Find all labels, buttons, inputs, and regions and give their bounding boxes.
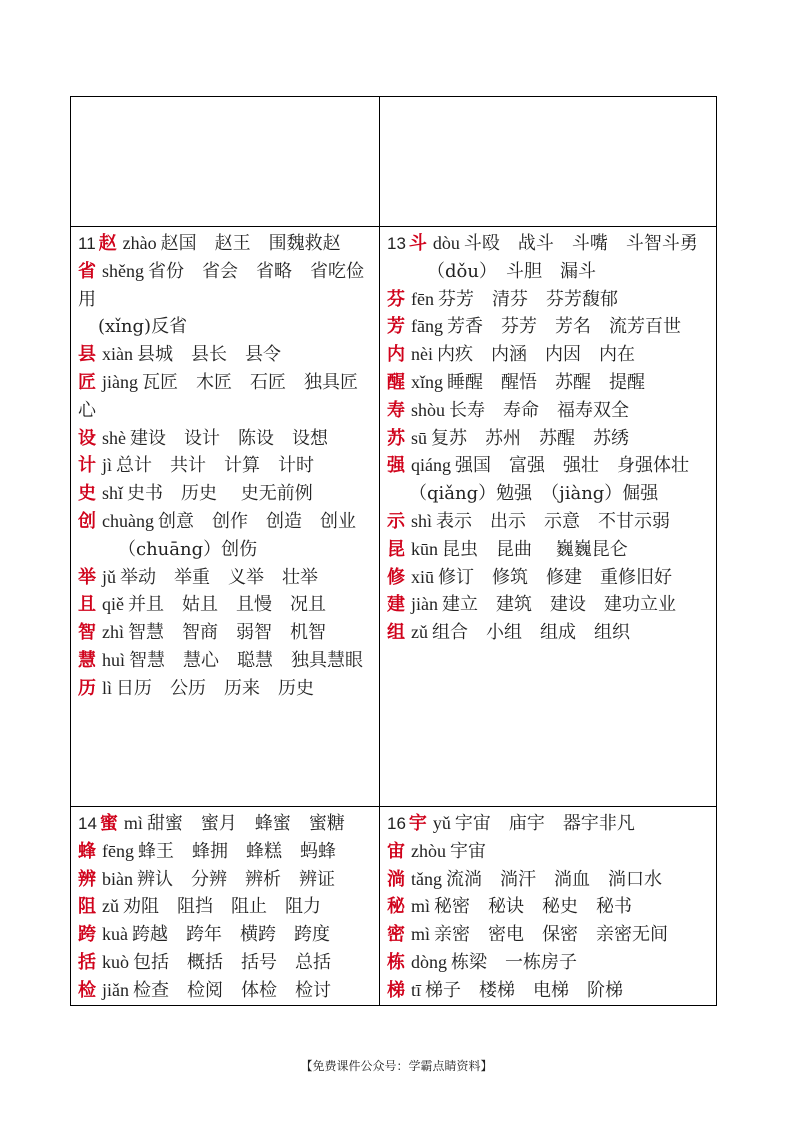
- pinyin: xǐng: [411, 371, 444, 392]
- word-list: 赵国 赵王 围魏救赵: [160, 233, 341, 254]
- word-list: 宇宙: [450, 840, 486, 862]
- headword-character: 创: [78, 510, 96, 532]
- headword-character: 修: [387, 566, 405, 588]
- word-list: 劝阻 阻挡 阻止 阻力: [123, 896, 321, 918]
- footer-note: 【免费课件公众号：学霸点睛资料】: [300, 1059, 493, 1073]
- pinyin: tī: [411, 979, 422, 1000]
- headword-character: 省: [78, 260, 96, 282]
- word-list: 检查 检阅 体检 检讨: [133, 979, 331, 1001]
- vocab-entry: [387, 369, 710, 397]
- pinyin: shěng: [102, 260, 144, 281]
- word-list: 栋梁 一栋房子: [451, 951, 577, 973]
- word-list: 秘密 秘诀 秘史 秘书: [434, 896, 633, 918]
- word-list: 表示 出示 示意 不甘示弱: [436, 510, 671, 532]
- pinyin: shǐ: [102, 483, 124, 504]
- word-list: 建设 设计 陈设 设想: [130, 427, 328, 449]
- lesson-number: 13: [387, 234, 406, 253]
- alternate-pronunciation: [78, 536, 373, 564]
- alt-pinyin-text: （dǒu） 斗胆 漏斗: [427, 260, 596, 282]
- pinyin: kuò: [102, 951, 129, 972]
- pinyin: zǔ: [411, 622, 428, 643]
- headword-character: 检: [78, 979, 96, 1001]
- vocab-entry: [78, 369, 373, 425]
- headword-character: 宙: [387, 840, 405, 862]
- word-list: 智慧 智商 弱智 机智: [128, 622, 326, 644]
- vocab-entry: [387, 838, 710, 866]
- pinyin: xiū: [411, 566, 435, 587]
- vocab-entry: [78, 838, 373, 866]
- vocab-entry: [78, 564, 373, 592]
- headword-character: 县: [78, 344, 96, 366]
- pinyin: jiǎn: [102, 979, 129, 1000]
- headword-character: 赵: [98, 233, 117, 254]
- pinyin: jiàn: [411, 594, 438, 615]
- headword-character: 计: [78, 455, 96, 477]
- vocab-entry: [387, 564, 710, 592]
- empty-cell-left: [71, 97, 380, 227]
- lesson-13-cell: [380, 227, 717, 807]
- vocab-entry: [387, 341, 710, 369]
- word-list: 甜蜜 蜜月 蜂蜜 蜜糖: [146, 813, 345, 834]
- lesson-number: 14: [78, 814, 97, 833]
- pinyin: nèi: [411, 344, 433, 365]
- headword-character: 辨: [78, 868, 96, 890]
- pinyin: mì: [123, 813, 143, 833]
- vocab-entry: [78, 480, 373, 508]
- word-list: 梯子 楼梯 电梯 阶梯: [425, 979, 624, 1001]
- vocab-entry: [78, 977, 373, 1005]
- vocab-entry: [387, 536, 710, 564]
- headword-character: 阻: [78, 896, 96, 918]
- vocab-entry: [78, 619, 373, 647]
- pinyin: fāng: [411, 316, 443, 337]
- headword-character: 举: [78, 566, 96, 588]
- pinyin: dòu: [432, 233, 460, 253]
- lesson-number: 16: [387, 814, 406, 833]
- headword-character: 括: [78, 951, 96, 973]
- vocab-entry: [78, 425, 373, 453]
- pinyin: mì: [411, 896, 431, 917]
- pinyin: lì: [102, 677, 113, 698]
- headword-character: 芳: [387, 316, 405, 338]
- word-list: 省份 省会 省略 省吃俭用: [78, 260, 364, 310]
- word-list: 亲密 密电 保密 亲密无间: [434, 924, 669, 946]
- vocab-entry: [387, 452, 710, 480]
- pinyin: zhòu: [411, 840, 446, 861]
- word-list: 举动 举重 义举 壮举: [120, 566, 319, 588]
- pinyin: mì: [411, 924, 431, 945]
- vocab-entry: [387, 949, 710, 977]
- vocab-entry: [78, 921, 373, 949]
- lesson-number: 11: [78, 234, 96, 253]
- vocab-entry: [387, 977, 710, 1005]
- vocab-entry: [78, 508, 373, 536]
- pinyin: biàn: [102, 868, 133, 889]
- word-list: 修订 修筑 修建 重修旧好: [438, 566, 673, 588]
- vocab-entry: [78, 810, 373, 838]
- vocab-entry: [387, 313, 710, 341]
- pinyin: shòu: [411, 399, 446, 420]
- word-list: 总计 共计 计算 计时: [116, 455, 315, 477]
- pinyin: fēn: [411, 288, 434, 309]
- pinyin: qiě: [102, 594, 124, 615]
- headword-character: 且: [78, 594, 96, 616]
- vocabulary-table: [70, 96, 717, 1006]
- vocab-entry: [387, 619, 710, 647]
- pinyin: sū: [411, 427, 428, 448]
- empty-cell-right: [380, 97, 717, 227]
- pinyin: shè: [102, 427, 126, 448]
- headword-character: 秘: [387, 896, 405, 918]
- word-list: 瓦匠 木匠 石匠 独具匠心: [78, 371, 358, 421]
- vocab-entry: [78, 866, 373, 894]
- pinyin: chuàng: [102, 510, 154, 531]
- pinyin: jiàng: [102, 371, 138, 392]
- headword-character: 跨: [78, 924, 96, 946]
- vocab-entry: [78, 258, 373, 314]
- pinyin: tǎng: [411, 868, 442, 889]
- pinyin: dòng: [411, 951, 447, 972]
- word-list: 内疚 内涵 内因 内在: [437, 344, 635, 366]
- vocab-entry: [387, 921, 710, 949]
- headword-character: 智: [78, 622, 96, 644]
- vocab-entry: [78, 230, 373, 258]
- pinyin: zhì: [102, 622, 124, 643]
- alternate-pronunciation: [78, 313, 373, 341]
- vocab-entry: [387, 230, 710, 258]
- word-list: 跨越 跨年 横跨 跨度: [132, 924, 330, 946]
- headword-character: 宇: [408, 813, 427, 834]
- pinyin: shì: [411, 510, 433, 531]
- word-list: 复苏 苏州 苏醒 苏绣: [431, 427, 630, 449]
- word-list: 睡醒 醒悟 苏醒 提醒: [447, 371, 646, 393]
- headword-character: 强: [387, 455, 405, 477]
- pinyin: xiàn: [102, 344, 133, 365]
- headword-character: 密: [387, 924, 405, 946]
- word-list: 日历 公历 历来 历史: [116, 677, 315, 699]
- vocab-entry: [387, 397, 710, 425]
- headword-character: 梯: [387, 979, 405, 1001]
- headword-character: 醒: [387, 371, 405, 393]
- headword-character: 寿: [387, 399, 405, 421]
- headword-character: 蜂: [78, 840, 96, 862]
- headword-character: 斗: [408, 233, 427, 254]
- word-list: 芳香 芬芳 芳名 流芳百世: [446, 316, 681, 338]
- word-list: 昆虫 昆曲 巍巍昆仑: [442, 538, 628, 560]
- lesson-11-cell: [71, 227, 380, 807]
- word-list: 芬芳 清芬 芬芳馥郁: [437, 288, 618, 310]
- alternate-pronunciation: [387, 258, 710, 286]
- vocab-entry: [387, 810, 710, 838]
- pinyin: fēng: [102, 840, 134, 861]
- word-list: 斗殴 战斗 斗嘴 斗智斗勇: [463, 233, 698, 254]
- headword-character: 设: [78, 427, 96, 449]
- word-list: 宇宙 庙宇 器宇非凡: [454, 813, 635, 834]
- headword-character: 示: [387, 510, 405, 532]
- headword-character: 栋: [387, 951, 405, 973]
- word-list: 创意 创作 创造 创业: [157, 510, 356, 532]
- headword-character: 建: [387, 594, 405, 616]
- word-list: 县城 县长 县令: [137, 344, 281, 366]
- word-list: 强国 富强 强壮 身强体壮: [455, 455, 689, 477]
- vocab-entry: [78, 675, 373, 703]
- alt-pinyin-text: （chuāng）创伤: [118, 538, 258, 560]
- vocab-entry: [387, 591, 710, 619]
- pinyin: qiáng: [411, 455, 451, 476]
- headword-character: 史: [78, 483, 96, 505]
- alt-pinyin-text: (xǐng)反省: [98, 316, 188, 338]
- vocab-entry: [78, 647, 373, 675]
- headword-character: 苏: [387, 427, 405, 449]
- pinyin: jǔ: [102, 566, 117, 587]
- headword-character: 慧: [78, 649, 96, 671]
- headword-character: 历: [78, 677, 96, 699]
- vocab-entry: [387, 866, 710, 894]
- headword-character: 组: [387, 622, 405, 644]
- word-list: 辨认 分辨 辨析 辨证: [137, 868, 335, 890]
- word-list: 流淌 淌汗 淌血 淌口水: [446, 868, 662, 890]
- vocab-entry: [387, 286, 710, 314]
- pinyin: zhào: [122, 233, 157, 253]
- word-list: 智慧 慧心 聪慧 独具慧眼: [129, 649, 364, 671]
- pinyin: huì: [102, 649, 126, 670]
- word-list: 建立 建筑 建设 建功立业: [442, 594, 676, 616]
- headword-character: 匠: [78, 371, 96, 393]
- word-list: 蜂王 蜂拥 蜂糕 蚂蜂: [137, 840, 336, 862]
- vocab-entry: [78, 893, 373, 921]
- lesson-16-cell: [380, 807, 717, 1006]
- pinyin: kūn: [411, 538, 438, 559]
- word-list: 组合 小组 组成 组织: [432, 622, 630, 644]
- lesson-14-cell: [71, 807, 380, 1006]
- headword-character: 昆: [387, 538, 405, 560]
- pinyin: jì: [102, 455, 113, 476]
- headword-character: 芬: [387, 288, 405, 310]
- vocab-entry: [78, 341, 373, 369]
- headword-character: 内: [387, 344, 405, 366]
- word-list: 包括 概括 括号 总括: [133, 951, 331, 973]
- headword-character: 蜜: [99, 813, 118, 834]
- vocab-entry: [387, 508, 710, 536]
- word-list: 长寿 寿命 福寿双全: [449, 399, 630, 421]
- headword-character: 淌: [387, 868, 405, 890]
- pinyin: yǔ: [432, 813, 451, 833]
- alt-pinyin-text: （qiǎng）勉强 （jiàng）倔强: [409, 483, 659, 505]
- vocab-entry: [387, 425, 710, 453]
- vocab-entry: [78, 591, 373, 619]
- vocab-entry: [78, 949, 373, 977]
- pinyin: kuà: [102, 924, 128, 945]
- pinyin: zǔ: [102, 896, 119, 917]
- alternate-pronunciation: [387, 480, 710, 508]
- word-list: 史书 历史 史无前例: [127, 483, 313, 505]
- vocab-entry: [78, 452, 373, 480]
- vocab-entry: [387, 893, 710, 921]
- word-list: 并且 姑且 且慢 况且: [128, 594, 326, 616]
